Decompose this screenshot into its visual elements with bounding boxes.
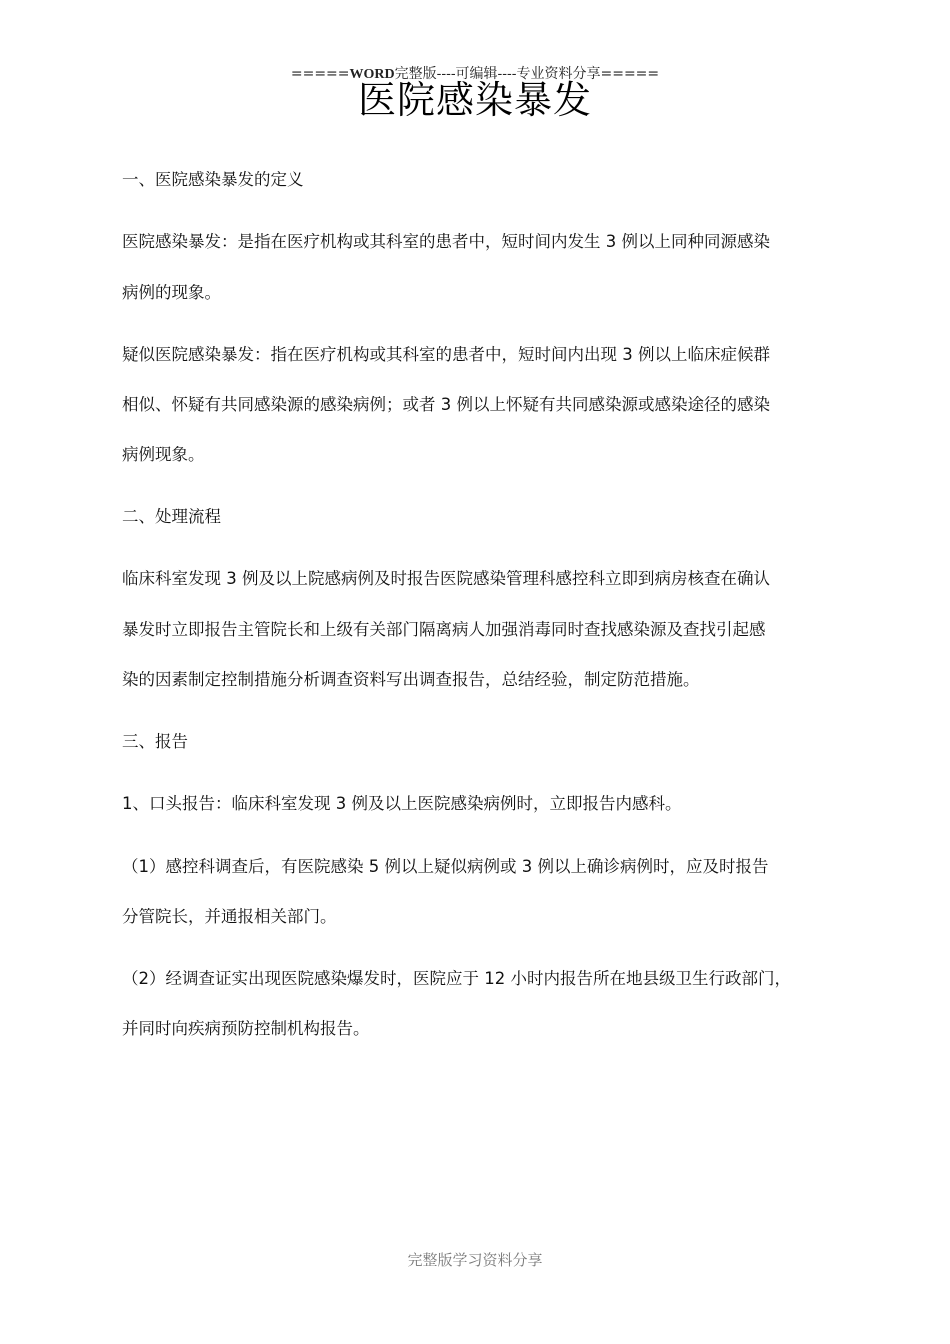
header-prefix: ===== xyxy=(290,66,350,82)
paragraph-line: 临床科室发现 3 例及以上院感病例及时报告医院感染管理科感控科立即到病房核查在确认 xyxy=(122,569,770,588)
paragraph-line: 并同时向疾病预防控制机构报告。 xyxy=(122,1019,370,1038)
paragraph-line: 1、口头报告：临床科室发现 3 例及以上医院感染病例时，立即报告内感科。 xyxy=(122,794,682,813)
paragraph-line: 病例的现象。 xyxy=(122,283,221,302)
section-heading-process: 二、处理流程 xyxy=(122,507,221,526)
paragraph-line: 分管院长，并通报相关部门。 xyxy=(122,907,337,926)
paragraph-line: 染的因素制定控制措施分析调查资料写出调查报告，总结经验，制定防范措施。 xyxy=(122,670,700,689)
paragraph-line: 暴发时立即报告主管院长和上级有关部门隔离病人加强消毒同时查找感染源及查找引起感 xyxy=(122,620,766,639)
page-footer: 完整版学习资料分享 xyxy=(407,1251,543,1269)
section-heading-definition: 一、医院感染暴发的定义 xyxy=(122,170,304,189)
section-heading-report: 三、报告 xyxy=(122,732,188,751)
paragraph-line: 病例现象。 xyxy=(122,445,205,464)
paragraph-line: （2）经调查证实出现医院感染爆发时，医院应于 12 小时内报告所在地县级卫生行政部门， xyxy=(122,969,791,988)
header-rest: 完整版----可编辑----专业资料分享===== xyxy=(394,66,660,82)
paragraph-line: 疑似医院感染暴发：指在医疗机构或其科室的患者中，短时间内出现 3 例以上临床症候群 xyxy=(122,345,770,364)
paragraph-line: （1）感控科调查后，有医院感染 5 例以上疑似病例或 3 例以上确诊病例时，应及时报告 xyxy=(122,857,769,876)
header-word: WORD xyxy=(349,67,395,82)
paragraph-line: 医院感染暴发：是指在医疗机构或其科室的患者中，短时间内发生 3 例以上同种同源感染 xyxy=(122,232,770,251)
document-title: 医院感染暴发 xyxy=(357,78,592,122)
paragraph-line: 相似、怀疑有共同感染源的感染病例；或者 3 例以上怀疑有共同感染源或感染途径的感染 xyxy=(122,395,770,414)
